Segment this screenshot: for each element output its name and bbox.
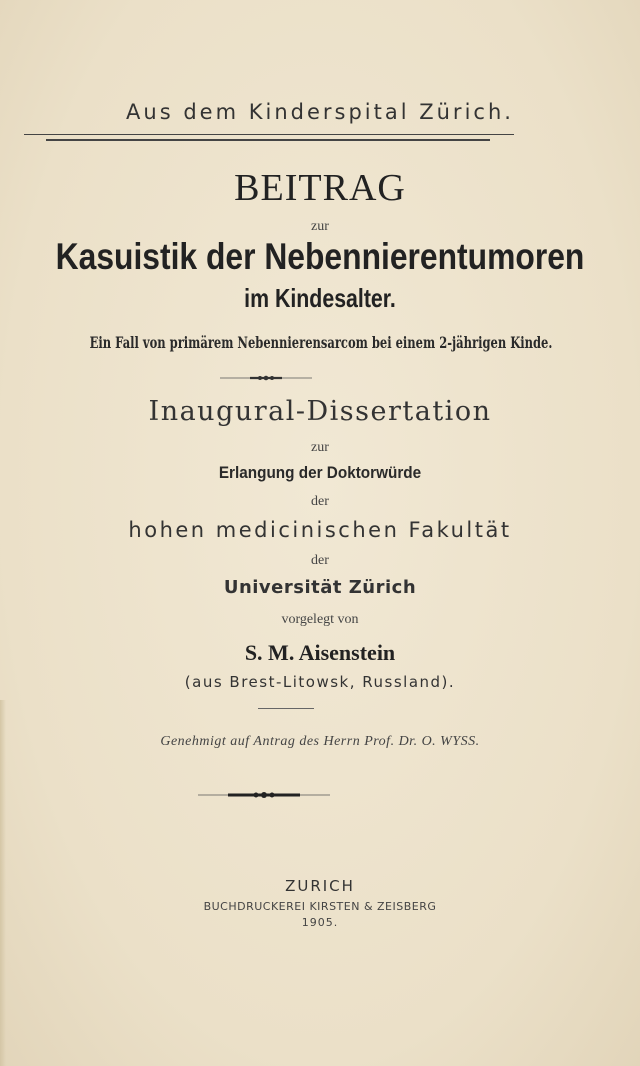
header-rule-thin <box>24 134 514 135</box>
title-line-2: im Kindesalter. <box>244 283 396 313</box>
imprint-printer: BUCHDRUCKEREI KIRSTEN & ZEISBERG <box>203 900 437 913</box>
ornament-divider-2-icon <box>198 791 330 799</box>
title-line-1: Kasuistik der Nebennierentumoren <box>55 236 585 277</box>
title-subtitle: Ein Fall von primärem Nebennierensarcom bei einem 2-jährigen Kinde. <box>89 333 553 352</box>
dissertation-der-2: der <box>311 553 329 568</box>
author-origin: (aus Brest-Litowsk, Russland). <box>184 673 456 691</box>
title-main: BEITRAG <box>234 167 406 209</box>
dissertation-faculty: hohen medicinischen Fakultät <box>128 518 512 542</box>
imprint-year: 1905. <box>301 916 339 929</box>
dissertation-purpose: Erlangung der Doktorwürde <box>218 463 422 482</box>
dissertation-zur: zur <box>311 440 329 455</box>
imprint-city: ZURICH <box>285 877 355 895</box>
ornament-divider-icon <box>220 374 312 382</box>
short-divider <box>258 708 314 709</box>
approval-note: Genehmigt auf Antrag des Herrn Prof. Dr. O. WYSS. <box>160 734 480 749</box>
dissertation-university: Universität Zürich <box>223 577 417 598</box>
header-rule-thick <box>46 139 490 141</box>
dissertation-submitted-by: vorgelegt von <box>281 612 359 627</box>
institution-header: Aus dem Kinderspital Zürich. <box>126 100 514 124</box>
dissertation-type: Inaugural-Dissertation <box>148 396 492 427</box>
dissertation-der-1: der <box>311 494 329 509</box>
title-connector: zur <box>311 219 329 234</box>
author-name: S. M. Aisenstein <box>244 640 396 665</box>
